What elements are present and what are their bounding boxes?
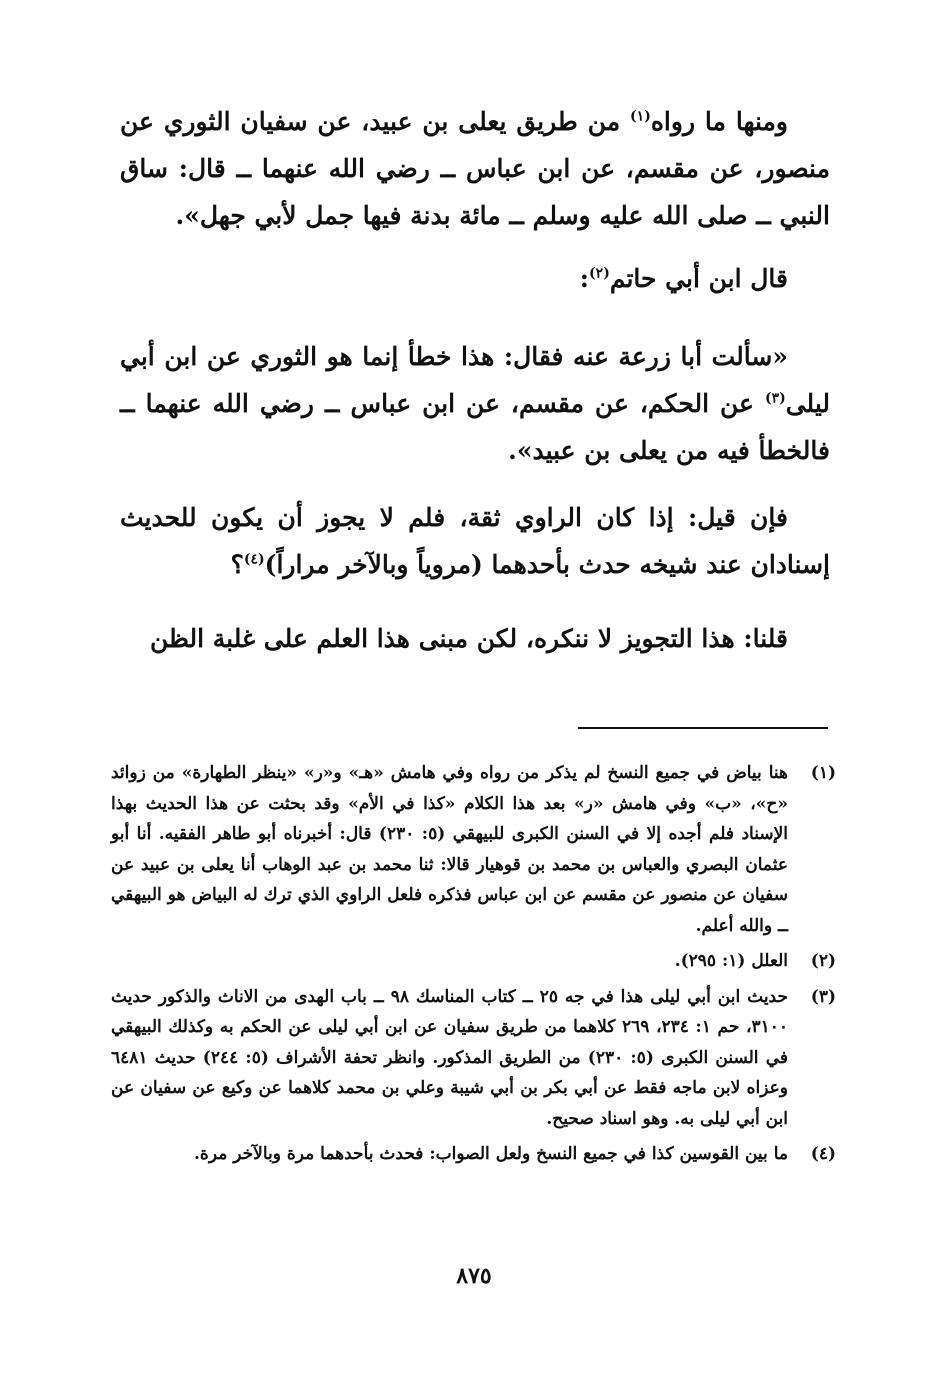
footnote-number: (٢) (810, 951, 836, 971)
paragraph-4 (120, 494, 830, 588)
paragraph-text: قال ابن أبي حاتم (609, 264, 788, 293)
footnote-ref-4[interactable]: (٤) (243, 551, 265, 568)
footnote-3 (111, 982, 836, 1135)
paragraph-text: «سألت أبا زرعة عنه فقال: هذا خطأ إنما هو الثوري عن ابن أبي ليلى (120, 342, 830, 418)
paragraph-text: عن الحكم، عن مقسم، عن ابن عباس ــ رضي الله عنهما ــ فالخطأ فيه من يعلى بن عبيد». (120, 389, 830, 465)
footnote-ref-1[interactable]: (١) (630, 108, 651, 125)
page-number: ٨٧٥ (456, 1263, 492, 1289)
footnote-text: حديث ابن أبي ليلى هذا في جه ٢٥ ــ كتاب المناسك ٩٨ ــ باب الهدى من الاناث والذكور حديث ٣١٠٠، حم ١: ٢٣٤، ٢٦٩ كلاهما من طريق سفيان عن ابن أبي ليلى عن الحكم به وكذلك البيهقي في السنن الكبرى (٥: ٢٣٠) من الطريق المذكور. وانظر تحفة الأشراف (٥: ٢٤٤) حديث ٦٤٨١ وعزاه لابن ماجه فقط عن أبي بكر بن أبي شيبة وعلي بن محمد كلاهما عن وكيع عن سفيان عن ابن أبي ليلى به. وهو اسناد صحيح. (111, 986, 789, 1129)
paragraph-5 (120, 615, 830, 662)
footnote-text: ما بين القوسين كذا في جميع النسخ ولعل الصواب: فحدث بأحدهما مرة وبالآخر مرة. (194, 1144, 788, 1164)
paragraph-text: ؟ (230, 550, 244, 579)
footnote-number: (١) (810, 763, 836, 783)
footnote-text: العلل (١: ٢٩٥). (674, 951, 788, 971)
footnote-text: هنا بياض في جميع النسخ لم يذكر من رواه وفي هامش «هـ» و«ر» «ينظر الطهارة» من زوائد «ح»، «ب» وفي هامش «ر» بعد هذا الكلام «كذا في الأم» وقد بحثت عن هذا الحديث بهذا الإسناد فلم أجده إلا في السنن الكبرى للبيهقي (٥: ٢٣٠) قال: أخبرناه أبو طاهر الفقيه. أنا أبو عثمان البصري والعباس بن محمد بن قوهيار قالا: ثنا محمد بن عبد الوهاب أنا يعلى بن عبيد عن سفيان عن منصور عن مقسم عن ابن عباس فذكره فلعل الراوي الذي ترك له البياض هو البيهقي ــ والله أعلم. (111, 763, 788, 936)
paragraph-text: ومنها ما رواه (650, 107, 788, 136)
footnote-2 (111, 946, 836, 977)
paragraph-text: فإن قيل: إذا كان الراوي ثقة، فلم لا يجوز أن يكون للحديث إسنادان عند شيخه حدث بأحدهما (مروياً وبالآخر مراراً) (120, 503, 830, 579)
paragraph-2 (120, 255, 830, 302)
footnote-number: (٣) (810, 986, 836, 1007)
paragraph-text: من طريق يعلى بن عبيد، عن سفيان الثوري عن منصور، عن مقسم، عن ابن عباس ــ رضي الله عنهما ــ قال: ساق النبي ــ صلى الله عليه وسلم ــ مائة بدنة فيها جمل لأبي جهل». (120, 107, 830, 230)
footnote-1 (111, 758, 836, 941)
footnote-divider (578, 727, 828, 729)
footnote-number: (٤) (810, 1144, 836, 1164)
paragraph-3 (120, 333, 830, 474)
footnote-4 (111, 1139, 836, 1170)
paragraph-text: : (579, 264, 590, 293)
footnote-ref-3[interactable]: (٣) (764, 390, 786, 407)
footnote-ref-2[interactable]: (٢) (589, 265, 610, 282)
footnotes-section (111, 758, 836, 1175)
paragraph-text: قلنا: هذا التجويز لا ننكره، لكن مبنى هذا العلم على غلبة الظن (149, 624, 788, 653)
paragraph-1 (120, 98, 830, 239)
